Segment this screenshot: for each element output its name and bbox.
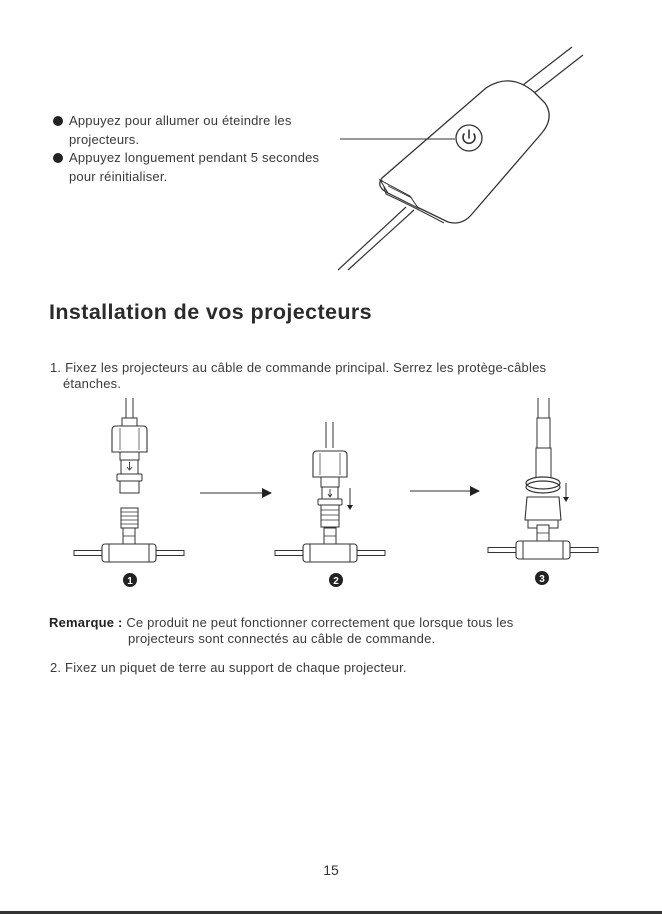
svg-text:3: 3 (539, 574, 545, 585)
step-badge-1 (123, 573, 137, 587)
arrow-right-icon (470, 486, 480, 496)
step-badge-3 (535, 571, 549, 585)
bullet-item: Appuyez longuement pendant 5 secondes pour réinitialiser. (52, 149, 352, 186)
controller-instructions (52, 112, 352, 186)
arrow-down-icon (563, 497, 569, 502)
page-number: 15 (323, 862, 339, 878)
bullet-dot (53, 116, 63, 126)
arrow-right-icon (262, 488, 272, 498)
cable-bottom (338, 207, 406, 270)
bullet-item: Appuyez pour allumer ou éteindre les projecteurs. (52, 112, 352, 149)
controller-illustration (330, 40, 590, 280)
arrow-down-icon (347, 505, 353, 510)
bullet-dot (53, 153, 63, 163)
note-block: Remarque : Ce produit ne peut fonctionner correctement que lorsque tous les projecteurs sont connectés au câble de commande. (49, 615, 514, 646)
svg-text:1: 1 (127, 576, 133, 587)
step-badge-2 (329, 573, 343, 587)
connector-step-3 (488, 398, 598, 559)
note-label: Remarque : (49, 615, 123, 630)
step-1-text: 1. Fixez les projecteurs au câble de commande principal. Serrez les protège-câbles étanches. (50, 360, 547, 391)
svg-text:2: 2 (333, 576, 339, 587)
step-2-text: 2. Fixez un piquet de terre au support de chaque projecteur. (50, 660, 407, 675)
section-title: Installation de vos projecteurs (49, 300, 373, 324)
connector-steps-illustration (60, 395, 620, 595)
step-number: 1. (50, 360, 62, 375)
connector-step-1 (74, 398, 184, 562)
connector-step-2 (275, 422, 385, 562)
